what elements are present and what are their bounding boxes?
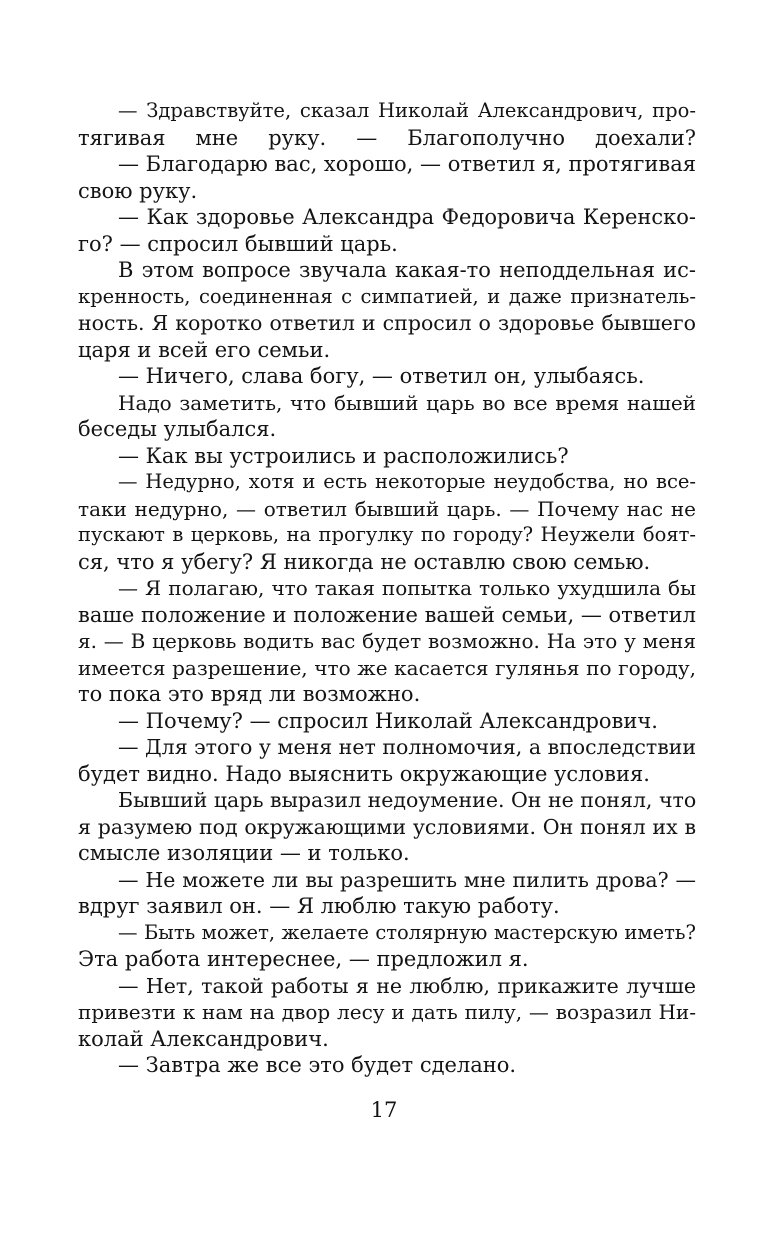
text-line: колай Александрович. <box>78 1026 329 1051</box>
text-line: — Для этого у меня нет полномочия, а впоследствии <box>118 735 696 759</box>
text-line: — Не можете ли вы разрешить мне пилить дрова? — <box>118 867 696 892</box>
text-line: В этом вопросе звучала какая-то неподдельная ис- <box>118 258 696 282</box>
page-number: 17 <box>370 1098 398 1122</box>
text-line: — Недурно, хотя и есть некоторые неудобства, но все- <box>118 470 696 493</box>
text-line: я разумею под окружающими условиями. Он понял их в <box>78 814 696 839</box>
text-line: кренность, соединенная с симпатией, и даже признатель- <box>78 284 696 308</box>
page-text <box>78 98 696 1079</box>
text-line: — Как здоровье Александра Федоровича Керенско- <box>118 205 696 229</box>
text-line: — Благодарю вас, хорошо, — ответил я, протягивая <box>118 152 696 176</box>
text-line: я. — В церковь водить вас будет возможно. На это у меня <box>78 629 696 653</box>
text-line: — Я полагаю, что такая попытка только ухудшила бы <box>118 576 696 600</box>
text-line: ваше положение и положение вашей семьи, — ответил <box>78 602 696 627</box>
text-line: будет видно. Надо выяснить окружающие условия. <box>78 761 650 786</box>
text-line: — Нет, такой работы я не люблю, прикажите лучше <box>118 973 696 998</box>
text-line: — Почему? — спросил Николай Александрович. <box>118 708 658 733</box>
text-line: — Как вы устроились и расположились? <box>118 443 569 468</box>
text-line: привезти к нам на двор лесу и дать пилу, — возразил Ни- <box>78 1000 696 1024</box>
text-line: — Здравствуйте, сказал Николай Александрович, про- <box>118 99 696 122</box>
text-line: имеется разрешение, что же касается гулянья по городу, <box>78 655 696 680</box>
text-line: тягивая мне руку. — Благополучно доехали? <box>78 125 696 150</box>
text-line: таки недурно, — ответил бывший царь. — Почему нас не <box>78 496 696 521</box>
text-line: ность. Я коротко ответил и спросил о здоровье бывшего <box>78 311 696 335</box>
text-line: — Ничего, слава богу, — ответил он, улыбаясь. <box>118 364 645 388</box>
text-line: свою руку. <box>78 178 198 203</box>
text-line: пускают в церковь, на прогулку по городу? Неужели боят- <box>78 523 696 546</box>
text-line: вдруг заявил он. — Я люблю такую работу. <box>78 894 560 918</box>
text-line: Эта работа интереснее, — предложил я. <box>78 947 529 971</box>
text-line: го? — спросил бывший царь. <box>78 231 398 256</box>
text-line: — Завтра же все это будет сделано. <box>118 1053 517 1077</box>
text-line: то пока это вряд ли возможно. <box>78 682 421 706</box>
text-line: Надо заметить, что бывший царь во все время нашей <box>118 390 696 415</box>
text-line: царя и всей его семьи. <box>78 337 331 362</box>
text-line: ся, что я убегу? Я никогда не оставлю свою семью. <box>78 549 651 574</box>
text-line: Бывший царь выразил недоумение. Он не понял, что <box>118 788 696 812</box>
text-line: — Быть может, желаете столярную мастерскую иметь? <box>118 920 696 944</box>
text-line: беседы улыбался. <box>78 417 277 441</box>
text-line: смысле изоляции — и только. <box>78 841 410 865</box>
